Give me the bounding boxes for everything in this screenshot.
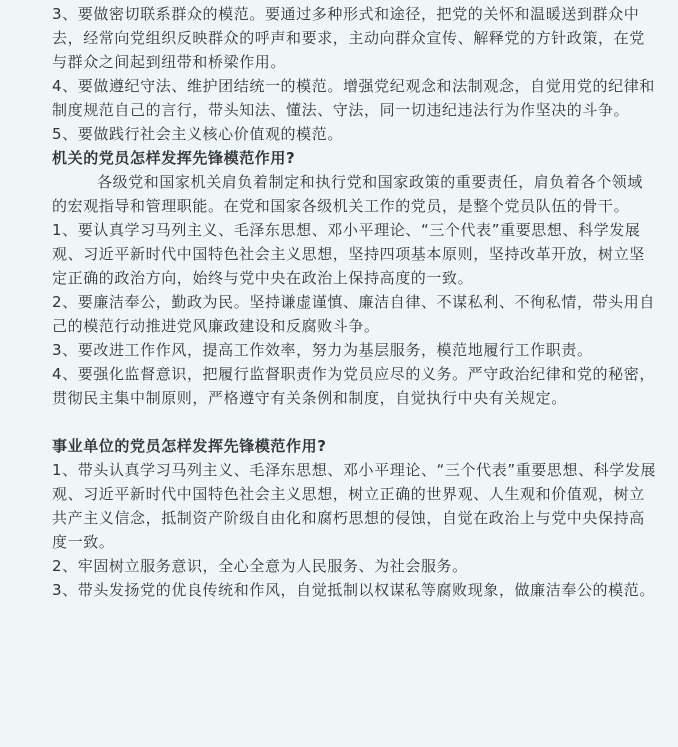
paragraph-organ-item-1: 1、要认真学习马列主义、毛泽东思想、邓小平理论、“三个代表”重要思想、科学发展观、习近平新时代中国特色社会主义思想，坚持四项基本原则，坚持改革开放，树立坚定正确的政治方向，始终与党中央在政治上保持高度的一致。 <box>52 221 645 287</box>
paragraph-organ-item-2: 2、要廉洁奉公，勤政为民。坚持谦虚谨慎、廉洁自律、不谋私利、不徇私情，带头用自己的模范行动推进党风廉政建设和反腐败斗争。 <box>52 293 655 335</box>
heading-institution-party-members: 事业单位的党员怎样发挥先锋模范作用? <box>52 437 327 455</box>
paragraph-organ-item-4: 4、要强化监督意识，把履行监督职责作为党员应尽的义务。严守政治纪律和党的秘密，贯彻民主集中制原则，严格遵守有关条例和制度，自觉执行中央有关规定。 <box>52 365 655 407</box>
paragraph-organ-item-3: 3、要改进工作作风，提高工作效率，努力为基层服务，模范地履行工作职责。 <box>52 341 593 359</box>
heading-organ-party-members: 机关的党员怎样发挥先锋模范作用? <box>52 149 296 167</box>
paragraph-institution-item-1: 1、带头认真学习马列主义、毛泽东思想、邓小平理论、“三个代表”重要思想、科学发展观、习近平新时代中国特色社会主义思想，树立正确的世界观、人生观和价值观，树立共产主义信念，抵制资产阶级自由化和腐朽思想的侵蚀，自觉在政治上与党中央保持高度一致。 <box>52 461 657 551</box>
paragraph-model-discipline: 4、要做遵纪守法、维护团结统一的模范。增强党纪观念和法制观念，自觉用党的纪律和制度规范自己的言行，带头知法、懂法、守法，同一切违纪违法行为作坚决的斗争。 <box>52 77 655 119</box>
paragraph-organ-intro: 各级党和国家机关肩负着制定和执行党和国家政策的重要责任，肩负着各个领域的宏观指导和管理职能。在党和国家各级机关工作的党员，是整个党员队伍的骨干。 <box>52 173 644 215</box>
section-spacer <box>52 410 658 434</box>
paragraph-model-mass-connection: 3、要做密切联系群众的模范。要通过多种形式和途径，把党的关怀和温暖送到群众中去，经常向党组织反映群众的呼声和要求，主动向群众宣传、解释党的方针政策，在党与群众之间起到纽带和桥梁作用。 <box>52 5 645 71</box>
paragraph-model-core-values: 5、要做践行社会主义核心价值观的模范。 <box>52 125 343 143</box>
paragraph-institution-item-3: 3、带头发扬党的优良传统和作风，自觉抵制以权谋私等腐败现象，做廉洁奉公的模范。 <box>52 581 655 599</box>
paragraph-institution-item-2: 2、牢固树立服务意识，全心全意为人民服务、为社会服务。 <box>52 557 468 575</box>
